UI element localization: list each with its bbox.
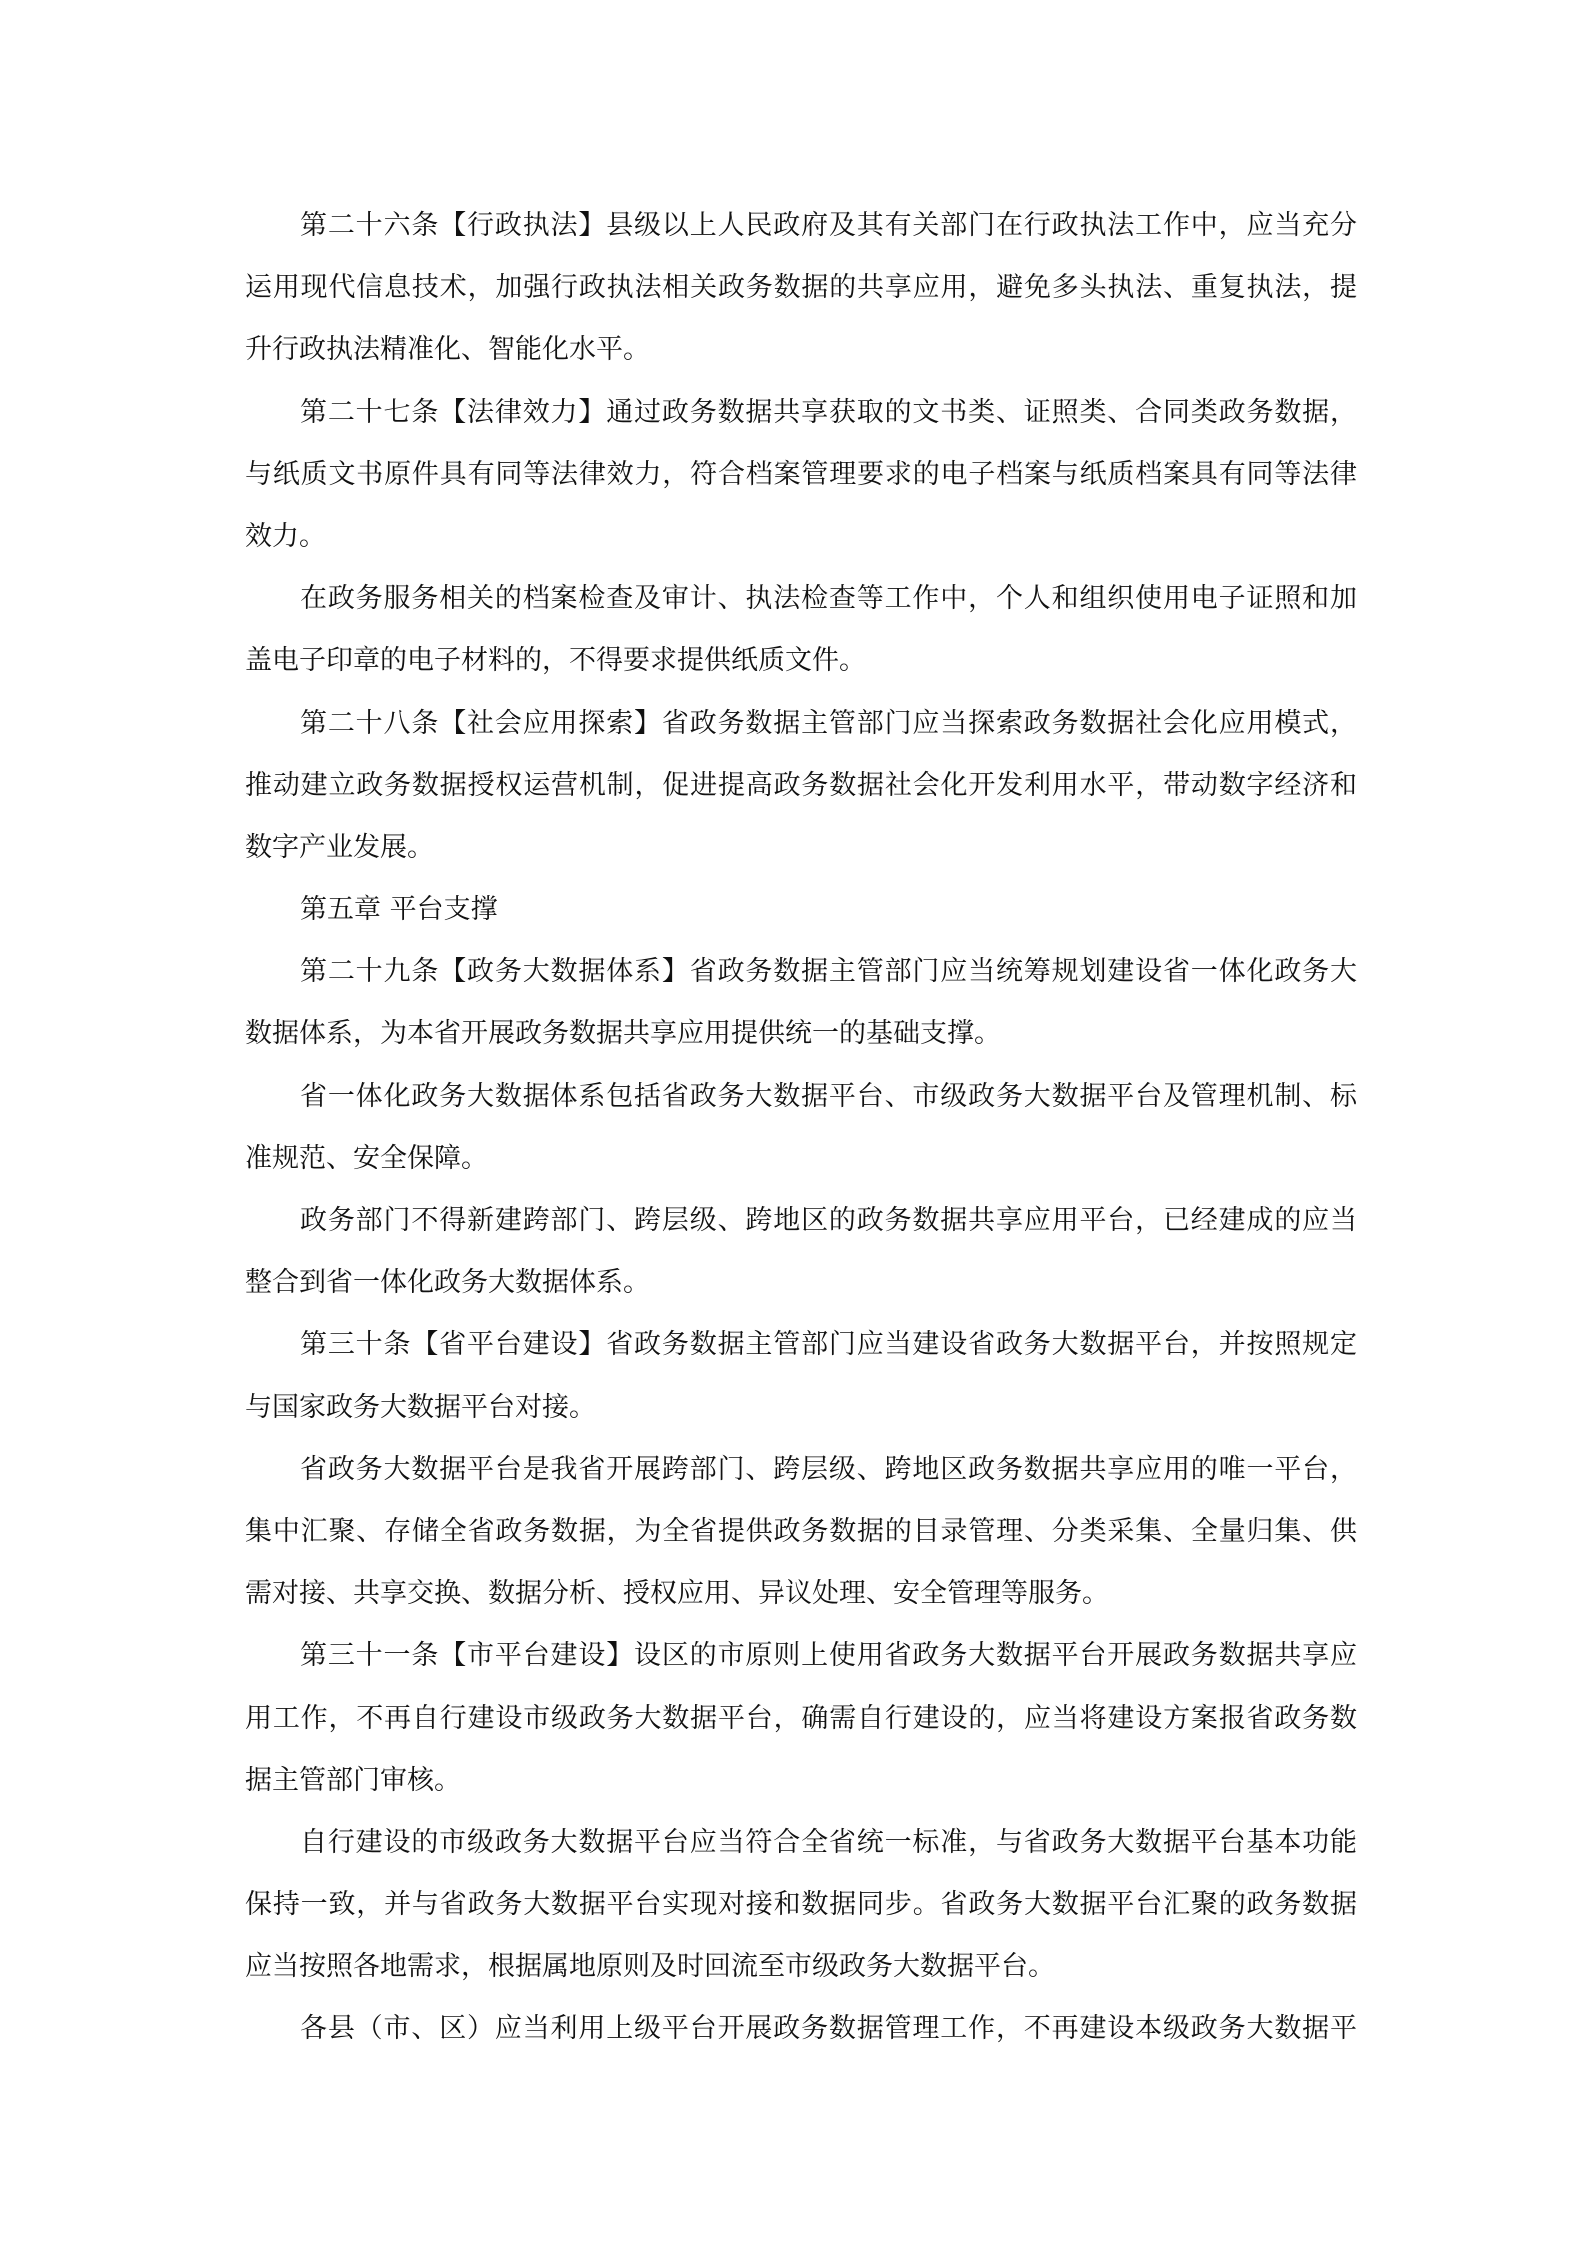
chapter-heading — [245, 879, 1357, 941]
text-line: 第二十七条【法律效力】通过政务数据共享获取的文书类、证照类、合同类政务数据， — [300, 396, 1357, 428]
text-line: 准规范、安全保障。 — [245, 1142, 488, 1174]
text-line: 在政务服务相关的档案检查及审计、执法检查等工作中，个人和组织使用电子证照和加 — [300, 583, 1357, 615]
text-line: 应当按照各地需求，根据属地原则及时回流至市级政务大数据平台。 — [245, 1951, 1055, 1983]
text-line: 与国家政务大数据平台对接。 — [245, 1391, 596, 1423]
text-line: 第三十条【省平台建设】省政务数据主管部门应当建设省政务大数据平台，并按照规定 — [300, 1329, 1357, 1361]
text-line: 数据体系，为本省开展政务数据共享应用提供统一的基础支撑。 — [245, 1018, 1001, 1050]
text-line: 第二十九条【政务大数据体系】省政务数据主管部门应当统筹规划建设省一体化政务大 — [300, 956, 1357, 988]
text-line: 保持一致，并与省政务大数据平台实现对接和数据同步。省政务大数据平台汇聚的政务数据 — [245, 1889, 1357, 1921]
text-line: 运用现代信息技术，加强行政执法相关政务数据的共享应用，避免多头执法、重复执法，提 — [245, 272, 1357, 304]
paragraph — [245, 941, 1357, 1065]
text-line: 与纸质文书原件具有同等法律效力，符合档案管理要求的电子档案与纸质档案具有同等法律 — [245, 458, 1357, 490]
text-line: 用工作，不再自行建设市级政务大数据平台，确需自行建设的，应当将建设方案报省政务数 — [245, 1702, 1357, 1734]
text-line: 政务部门不得新建跨部门、跨层级、跨地区的政务数据共享应用平台，已经建成的应当 — [300, 1205, 1357, 1236]
text-line: 升行政执法精准化、智能化水平。 — [245, 334, 650, 366]
text-line: 据主管部门审核。 — [245, 1764, 461, 1796]
text-line: 自行建设的市级政务大数据平台应当符合全省统一标准，与省政务大数据平台基本功能 — [300, 1826, 1357, 1858]
paragraph — [245, 382, 1357, 569]
text-line: 省政务大数据平台是我省开展跨部门、跨层级、跨地区政务数据共享应用的唯一平台， — [300, 1453, 1357, 1485]
text-line: 各县（市、区）应当利用上级平台开展政务数据管理工作，不再建设本级政务大数据平 — [300, 2013, 1357, 2045]
paragraph — [245, 1190, 1357, 1314]
text-line: 推动建立政务数据授权运营机制，促进提高政务数据社会化开发利用水平，带动数字经济和 — [245, 769, 1357, 801]
paragraph — [245, 1812, 1357, 1999]
paragraph — [245, 568, 1357, 692]
text-line: 整合到省一体化政务大数据体系。 — [245, 1267, 650, 1299]
paragraph — [245, 1439, 1357, 1626]
paragraph — [245, 1066, 1357, 1190]
text-line: 集中汇聚、存储全省政务数据，为全省提供政务数据的目录管理、分类采集、全量归集、供 — [245, 1515, 1357, 1547]
text-line: 效力。 — [245, 520, 326, 552]
text-line: 数字产业发展。 — [245, 831, 434, 863]
paragraph — [245, 195, 1357, 382]
paragraph — [245, 1314, 1357, 1438]
text-line: 盖电子印章的电子材料的，不得要求提供纸质文件。 — [245, 645, 866, 677]
text-line: 需对接、共享交换、数据分析、授权应用、异议处理、安全管理等服务。 — [245, 1578, 1109, 1610]
document-body — [245, 195, 1357, 2061]
text-line: 第三十一条【市平台建设】设区的市原则上使用省政务大数据平台开展政务数据共享应 — [300, 1640, 1357, 1672]
text-line: 第二十六条【行政执法】县级以上人民政府及其有关部门在行政执法工作中，应当充分 — [300, 210, 1357, 241]
paragraph — [245, 1625, 1357, 1812]
text-line: 第五章 平台支撑 — [300, 894, 498, 926]
text-line: 省一体化政务大数据体系包括省政务大数据平台、市级政务大数据平台及管理机制、标 — [300, 1080, 1357, 1112]
text-line: 第二十八条【社会应用探索】省政务数据主管部门应当探索政务数据社会化应用模式， — [300, 707, 1357, 739]
paragraph — [245, 1998, 1357, 2060]
paragraph — [245, 693, 1357, 880]
